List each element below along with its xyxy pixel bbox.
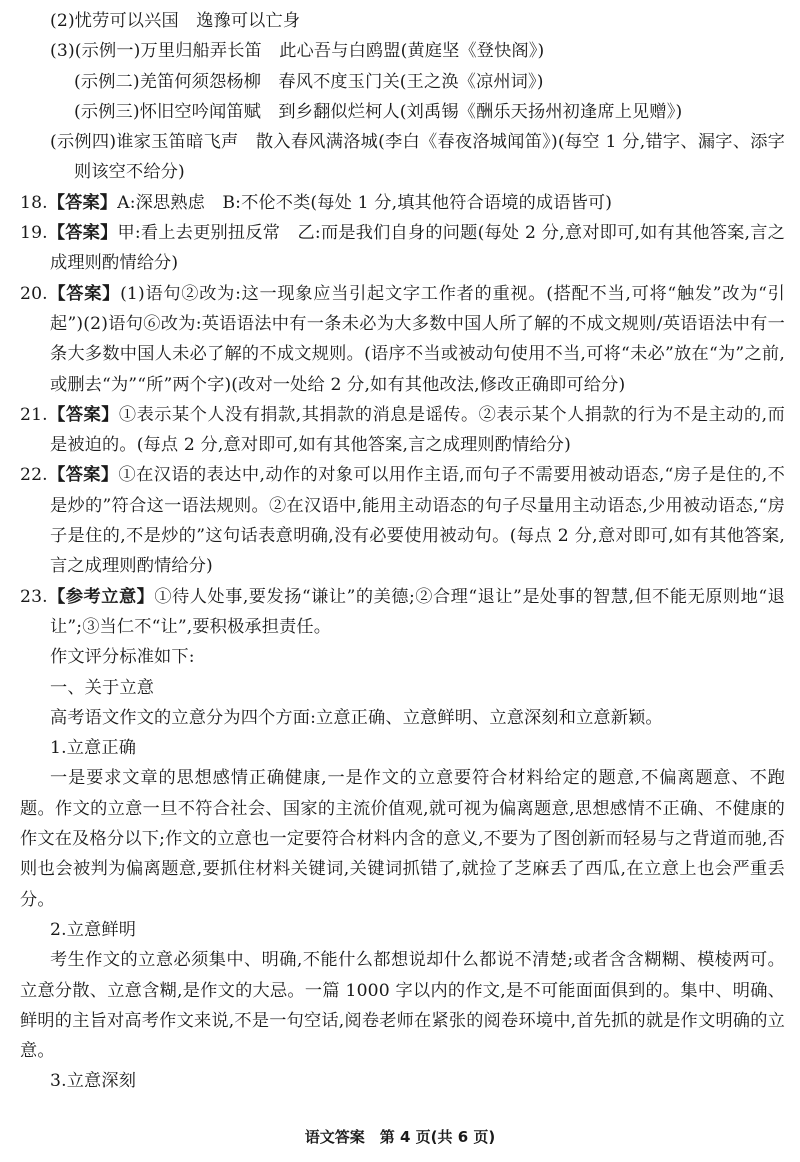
answer-tag: 【参考立意】 xyxy=(47,586,155,607)
essay-subheading: 3.立意深刻 xyxy=(50,1071,137,1092)
question-number: 18. xyxy=(20,192,48,213)
page-footer: 语文答案 第 4 页(共 6 页) xyxy=(304,1128,496,1146)
essay-overview: 高考语文作文的立意分为四个方面:立意正确、立意鲜明、立意深刻和立意新颖。 xyxy=(50,707,663,728)
question-23 xyxy=(20,582,785,643)
essay-intro: 作文评分标准如下: xyxy=(50,647,195,668)
question-21 xyxy=(20,400,785,461)
answer-tag: 【答案】 xyxy=(47,283,121,304)
essay-section-heading: 一、关于立意 xyxy=(50,677,155,698)
answer-tag: 【答案】 xyxy=(47,223,118,244)
question-number: 23. xyxy=(20,586,48,607)
answer-text: ①待人处事,要发扬“谦让”的美德;②合理“退让”是处事的智慧,但不能无原则地“退让”;③当仁不“让”,要积极承担责任。 xyxy=(50,586,786,637)
question-18 xyxy=(20,188,785,218)
question-number: 19. xyxy=(20,223,48,244)
answer-tag: 【答案】 xyxy=(47,404,119,425)
answer-line: (示例二)羌笛何须怨杨柳 春风不度玉门关(王之涣《凉州词》) xyxy=(74,71,544,92)
answer-text: 甲:看上去更别扭反常 乙:而是我们自身的问题(每处 2 分,意对即可,如有其他答案,言之成理则酌情给分) xyxy=(50,223,785,274)
answer-line: (示例四)谁家玉笛暗飞声 散入春风满洛城(李白《春夜洛城闻笛》)(每空 1 分,错字、漏字、添字则该空不给分) xyxy=(50,132,785,183)
answer-tag: 【答案】 xyxy=(47,465,119,486)
answer-text: ①表示某个人没有捐款,其捐款的消息是谣传。②表示某个人捐款的行为不是主动的,而是被迫的。(每点 2 分,意对即可,如有其他答案,言之成理则酌情给分) xyxy=(50,404,785,456)
answer-text: ①在汉语的表达中,动作的对象可以用作主语,而句子不需要用被动语态,“房子是住的,不是炒的”符合这一语法规则。②在汉语中,能用主动语态的句子尽量用主动语态,少用被动语态,“房子是住的,不是炒的”这句话表意明确,没有必要使用被动句。(每点 2 分,意对即可,如有其他答案,言之成理则酌情给分) xyxy=(50,465,785,577)
answer-line: (示例三)怀旧空吟闻笛赋 到乡翻似烂柯人(刘禹锡《酬乐天扬州初逢席上见赠》) xyxy=(74,101,683,122)
question-19 xyxy=(20,218,785,279)
question-20 xyxy=(20,279,785,400)
question-number: 20. xyxy=(20,283,48,304)
answer-line: (2)忧劳可以兴国 逸豫可以亡身 xyxy=(50,11,301,31)
essay-subheading: 1.立意正确 xyxy=(50,738,137,759)
essay-subheading: 2.立意鲜明 xyxy=(50,919,137,940)
answer-text: A:深思熟虑 B:不伦不类(每处 1 分,填其他符合语境的成语皆可) xyxy=(117,192,613,213)
question-number: 22. xyxy=(20,465,48,486)
answer-text: (1)语句②改为:这一现象应当引起文字工作者的重视。(搭配不当,可将“触发”改为“引起”)(2)语句⑥改为:英语语法中有一条未必为大多数中国人所了解的不成文规则/英语语法中有一条大多数中国人未必了解的不成文规则。(语序不当或被动句使用不当,可将“未必”放在“为”之前,或删去“为”“所”两个字)(改对一处给 2 分,如有其他改法,修改正确即可给分) xyxy=(50,283,785,395)
essay-paragraph: 一是要求文章的思想感情正确健康,一是作文的立意要符合材料给定的题意,不偏离题意、不跑题。作文的立意一旦不符合社会、国家的主流价值观,就可视为偏离题意,思想感情不正确、不健康的作文在及格分以下;作文的立意也一定要符合材料内含的意义,不要为了图创新而轻易与之背道而驰,否则也会被判为偏离题意,要抓住材料关键词,关键词抓错了,就捡了芝麻丢了西瓜,在立意上也会严重丢分。 xyxy=(20,768,785,910)
essay-paragraph: 考生作文的立意必须集中、明确,不能什么都想说却什么都说不清楚;或者含含糊糊、模棱两可。立意分散、立意含糊,是作文的大忌。一篇 1000 字以内的作文,是不可能面面俱到的。集中、明确、鲜明的主旨对高考作文来说,不是一句空话,阅卷老师在紧张的阅卷环境中,首先抓的就是作文明确的立意。 xyxy=(20,950,785,1062)
question-22 xyxy=(20,460,785,581)
answer-line: (3)(示例一)万里归船弄长笛 此心吾与白鸥盟(黄庭坚《登快阁》) xyxy=(50,41,545,62)
question-number: 21. xyxy=(20,404,48,425)
answer-content xyxy=(20,6,785,1097)
answer-tag: 【答案】 xyxy=(47,192,118,213)
